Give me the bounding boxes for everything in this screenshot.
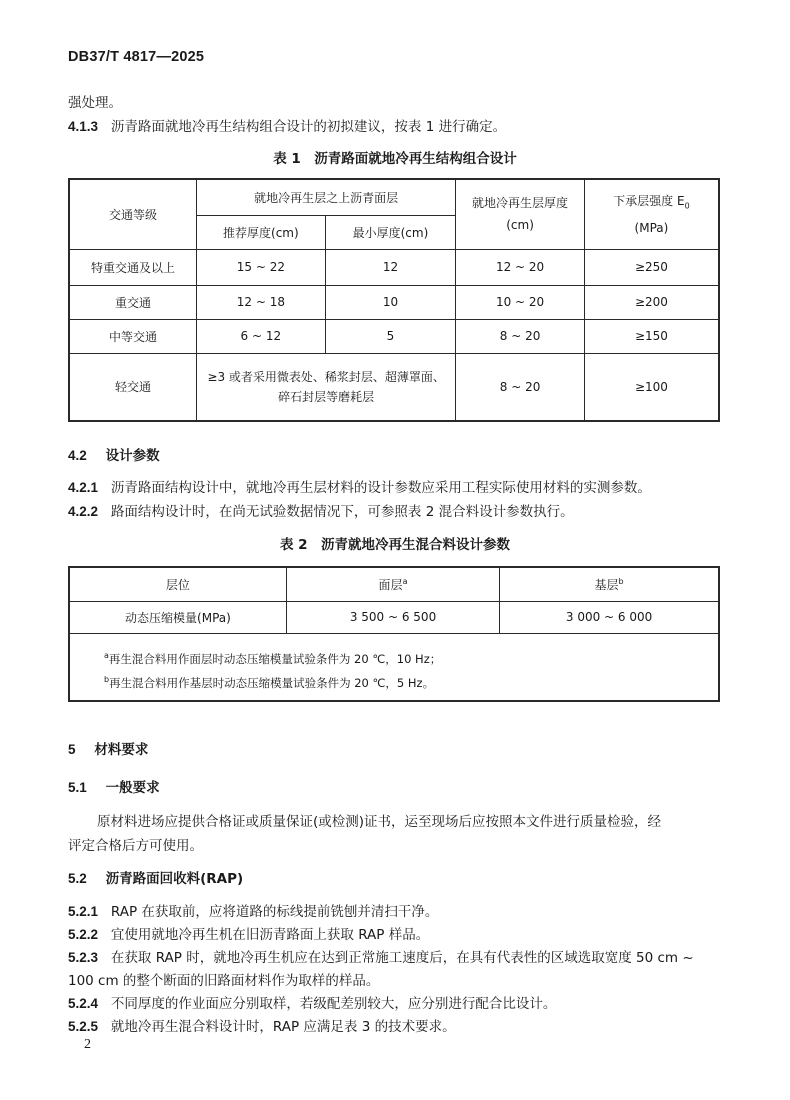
table-row [69,601,719,633]
clause-number: 5.2.1 [68,904,99,919]
clause-text: 宜使用就地冷再生机在旧沥青路面上获取 RAP 样品。 [110,927,430,943]
cell-base: ≥100 [584,353,719,421]
clause-number: 5.2.3 [68,950,99,965]
page-number: 2 [84,1037,91,1052]
clause-number: 5.2.4 [68,996,99,1011]
clause-4-1-3 [68,115,506,135]
clause-text: 在获取 RAP 时，就地冷再生机应在达到正常施工速度后，在具有代表性的区域选取宽度 50 cm ~ [110,950,694,966]
table2-caption: 表 2 沥青就地冷再生混合料设计参数 [279,537,511,553]
cell-light-spec-line2: 碎石封层等磨耗层 [278,389,375,404]
clause-4-2-2 [68,500,574,520]
clause-5-2-3 [68,946,694,966]
clause-text: 路面结构设计时，在尚无试验数据情况下，可参照表 2 混合料设计参数执行。 [110,504,574,520]
cell-minimum: 10 [325,285,456,319]
section-title: 设计参数 [105,448,160,464]
header-regen-thickness-line1: 就地冷再生层厚度 [472,196,569,211]
section-title: 沥青路面回收料(RAP) [105,871,244,887]
cell-recommended: 12 ~ 18 [197,285,326,319]
cell-base: ≥200 [584,285,719,319]
section-number: 5 [68,742,76,757]
clause-number: 4.2.2 [68,504,99,519]
cell-regen: 8 ~ 20 [456,353,585,421]
section-4-2-heading [68,444,160,464]
section-title: 一般要求 [105,780,160,796]
cell-light-spec-line1: ≥3 或者采用微表处、稀浆封层、超薄罩面、 [207,369,445,384]
cell-recommended: 15 ~ 22 [197,249,326,285]
paragraph-line: 评定合格后方可使用。 [68,838,203,854]
note-b: $^b$再生混合料用作基层时动态压缩模量试验条件为 20 ℃，5 Hz。 [104,674,435,690]
header-minimum-thickness: 最小厚度(cm) [325,215,456,249]
header-regen-thickness-line2: (cm) [506,218,534,233]
table2-notes [69,633,719,701]
table-row [69,285,719,319]
paragraph-line: 原材料进场应提供合格证或质量保证(或检测)证书，运至现场后应按照本文件进行质量检验，经 [97,814,662,830]
header-recommended-thickness: 推荐厚度(cm) [197,215,326,249]
header-traffic-level: 交通等级 [69,179,197,249]
cell-row-label: 动态压缩模量(MPa) [69,601,286,633]
section-number: 5.1 [68,780,87,795]
clause-4-2-1 [68,476,651,496]
section-5-heading [68,738,148,758]
cell-light-spec [197,353,456,421]
header-base-strength [584,179,719,249]
cell-base: ≥250 [584,249,719,285]
table2 [68,566,720,702]
cell-base: ≥150 [584,319,719,353]
clause-text: 沥青路面结构设计中，就地冷再生层材料的设计参数应采用工程实际使用材料的实测参数。 [110,480,651,496]
cell-base-value: 3 000 ~ 6 000 [500,601,719,633]
document-id: DB37/T 4817—2025 [68,49,205,65]
cell-traffic: 特重交通及以上 [69,249,197,285]
header-base-strength-line1: 下承层强度 $E_0$ [613,193,690,210]
clause-5-2-2 [68,923,429,943]
table-row [69,319,719,353]
clause-number: 4.2.1 [68,480,99,495]
section-title: 材料要求 [94,742,149,758]
clause-text: 不同厚度的作业面应分别取样，若级配差别较大，应分别进行配合比设计。 [110,996,557,1012]
header-layer: 层位 [69,567,286,601]
cell-regen: 12 ~ 20 [456,249,585,285]
header-base-strength-line2: (MPa) [634,220,669,235]
section-number: 5.2 [68,871,87,886]
paragraph-line: 100 cm 的整个断面的旧路面材料作为取样的样品。 [68,973,380,989]
clause-5-2-5 [68,1015,456,1035]
table-row [69,249,719,285]
table1 [68,178,720,422]
clause-number: 4.1.3 [68,119,99,134]
note-a: $^a$再生混合料用作面层时动态压缩模量试验条件为 20 ℃，10 Hz； [104,650,442,666]
header-base: 基层$^b$ [500,567,719,601]
cell-minimum: 12 [325,249,456,285]
continued-text: 强处理。 [68,95,122,111]
cell-recommended: 6 ~ 12 [197,319,326,353]
section-number: 4.2 [68,448,87,463]
header-regen-thickness [456,179,585,249]
cell-traffic: 重交通 [69,285,197,319]
clause-5-2-4 [68,992,556,1012]
cell-minimum: 5 [325,319,456,353]
clause-text: RAP 在获取前，应将道路的标线提前铣刨并清扫干净。 [110,904,439,920]
table1-caption: 表 1 沥青路面就地冷再生结构组合设计 [273,151,517,167]
cell-regen: 10 ~ 20 [456,285,585,319]
clause-5-2-1 [68,900,438,920]
header-surface: 面层$^a$ [286,567,499,601]
clause-number: 5.2.5 [68,1019,99,1034]
clause-text: 就地冷再生混合料设计时，RAP 应满足表 3 的技术要求。 [110,1019,456,1035]
header-asphalt-layer: 就地冷再生层之上沥青面层 [197,179,456,215]
cell-traffic: 中等交通 [69,319,197,353]
cell-surface-value: 3 500 ~ 6 500 [286,601,499,633]
section-5-2-heading [68,867,243,887]
table-row [69,353,719,421]
cell-traffic: 轻交通 [69,353,197,421]
cell-regen: 8 ~ 20 [456,319,585,353]
section-5-1-heading [68,776,160,796]
clause-number: 5.2.2 [68,927,99,942]
clause-text: 沥青路面就地冷再生结构组合设计的初拟建议，按表 1 进行确定。 [110,119,507,135]
